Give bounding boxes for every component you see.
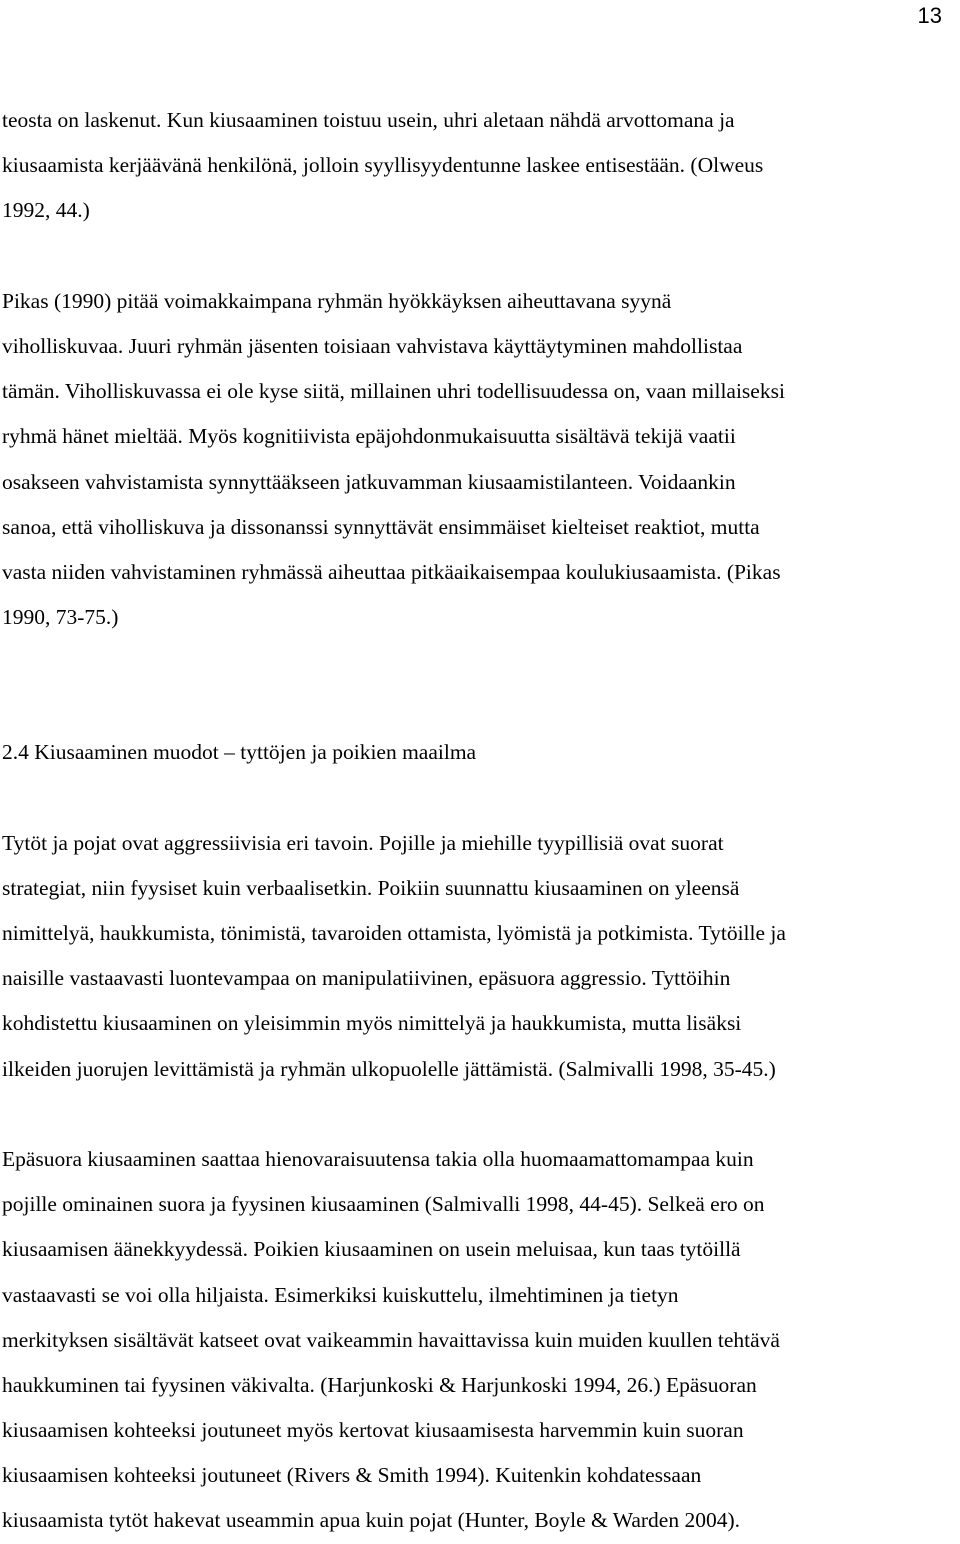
document-body bbox=[2, 98, 956, 1544]
paragraph-4 bbox=[2, 1137, 956, 1544]
text-line: viholliskuvaa. Juuri ryhmän jäsenten toisiaan vahvistava käyttäytyminen mahdollistaa bbox=[2, 333, 743, 358]
text-line: 1992, 44.) bbox=[2, 198, 90, 223]
paragraph-3 bbox=[2, 821, 956, 1092]
text-line: Epäsuora kiusaaminen saattaa hienovaraisuutensa takia olla huomaamattomampaa kuin bbox=[2, 1146, 754, 1171]
text-line: teosta on laskenut. Kun kiusaaminen toistuu usein, uhri aletaan nähdä arvottomana ja bbox=[2, 108, 735, 132]
text-line: 1990, 73-75.) bbox=[2, 605, 119, 630]
text-line: vastaavasti se voi olla hiljaista. Esimerkiksi kuiskuttelu, ilmehtiminen ja tietyn bbox=[2, 1282, 679, 1307]
text-line: kiusaamisen äänekkyydessä. Poikien kiusaaminen on usein meluisaa, kun taas tytöillä bbox=[2, 1237, 741, 1262]
text-line: osakseen vahvistamista synnyttääkseen jatkuvamman kiusaamistilanteen. Voidaankin bbox=[2, 469, 736, 494]
text-line: haukkuminen tai fyysinen väkivalta. (Harjunkoski & Harjunkoski 1994, 26.) Epäsuoran bbox=[2, 1372, 757, 1397]
paragraph-gap bbox=[2, 1092, 956, 1137]
paragraph-1 bbox=[2, 98, 956, 234]
text-line: ryhmä hänet mieltää. Myös kognitiivista epäjohdonmukaisuutta sisältävä tekijä vaatii bbox=[2, 424, 736, 449]
text-line: strategiat, niin fyysiset kuin verbaalisetkin. Poikiin suunnattu kiusaaminen on yleensä bbox=[2, 875, 740, 900]
section-heading: 2.4 Kiusaaminen muodot – tyttöjen ja poikien maailma bbox=[2, 740, 477, 765]
section-gap bbox=[2, 640, 956, 730]
paragraph-gap bbox=[2, 234, 956, 279]
text-line: merkityksen sisältävät katseet ovat vaikeammin havaittavissa kuin muiden kuullen tehtävä bbox=[2, 1327, 780, 1352]
text-line: ilkeiden juorujen levittämistä ja ryhmän ulkopuolelle jättämistä. (Salmivalli 1998, 35-45.) bbox=[2, 1056, 776, 1081]
text-line: Pikas (1990) pitää voimakkaimpana ryhmän hyökkäyksen aiheuttavana syynä bbox=[2, 288, 672, 313]
text-line: tämän. Viholliskuvassa ei ole kyse siitä, millainen uhri todellisuudessa on, vaan millaiseksi bbox=[2, 379, 785, 404]
text-line: sanoa, että viholliskuva ja dissonanssi synnyttävät ensimmäiset kielteiset reaktiot, mutta bbox=[2, 514, 760, 539]
text-line: kiusaamista tytöt hakevat useammin apua kuin pojat (Hunter, Boyle & Warden 2004). bbox=[2, 1508, 740, 1533]
text-line: nimittelyä, haukkumista, tönimistä, tavaroiden ottamista, lyömistä ja potkimista. Tytöille ja bbox=[2, 921, 786, 945]
text-line: kohdistettu kiusaaminen on yleisimmin myös nimittelyä ja haukkumista, mutta lisäksi bbox=[2, 1011, 742, 1036]
text-line: kiusaamisen kohteeksi joutuneet (Rivers & Smith 1994). Kuitenkin kohdatessaan bbox=[2, 1463, 702, 1488]
text-line: naisille vastaavasti luontevampaa on manipulatiivinen, epäsuora aggressio. Tyttöihin bbox=[2, 966, 731, 991]
paragraph-gap bbox=[2, 775, 956, 820]
text-line: pojille ominainen suora ja fyysinen kiusaaminen (Salmivalli 1998, 44-45). Selkeä ero on bbox=[2, 1192, 765, 1217]
text-line: kiusaamista kerjäävänä henkilönä, jolloin syyllisyydentunne laskee entisestään. (Olweus bbox=[2, 153, 764, 178]
paragraph-2 bbox=[2, 279, 956, 641]
text-line: Tytöt ja pojat ovat aggressiivisia eri tavoin. Pojille ja miehille tyypillisiä ovat suorat bbox=[2, 830, 724, 855]
text-line: kiusaamisen kohteeksi joutuneet myös kertovat kiusaamisesta harvemmin kuin suoran bbox=[2, 1418, 744, 1443]
page-number: 13 bbox=[917, 3, 942, 28]
text-line: vasta niiden vahvistaminen ryhmässä aiheuttaa pitkäaikaisempaa koulukiusaamista. (Pikas bbox=[2, 559, 781, 584]
